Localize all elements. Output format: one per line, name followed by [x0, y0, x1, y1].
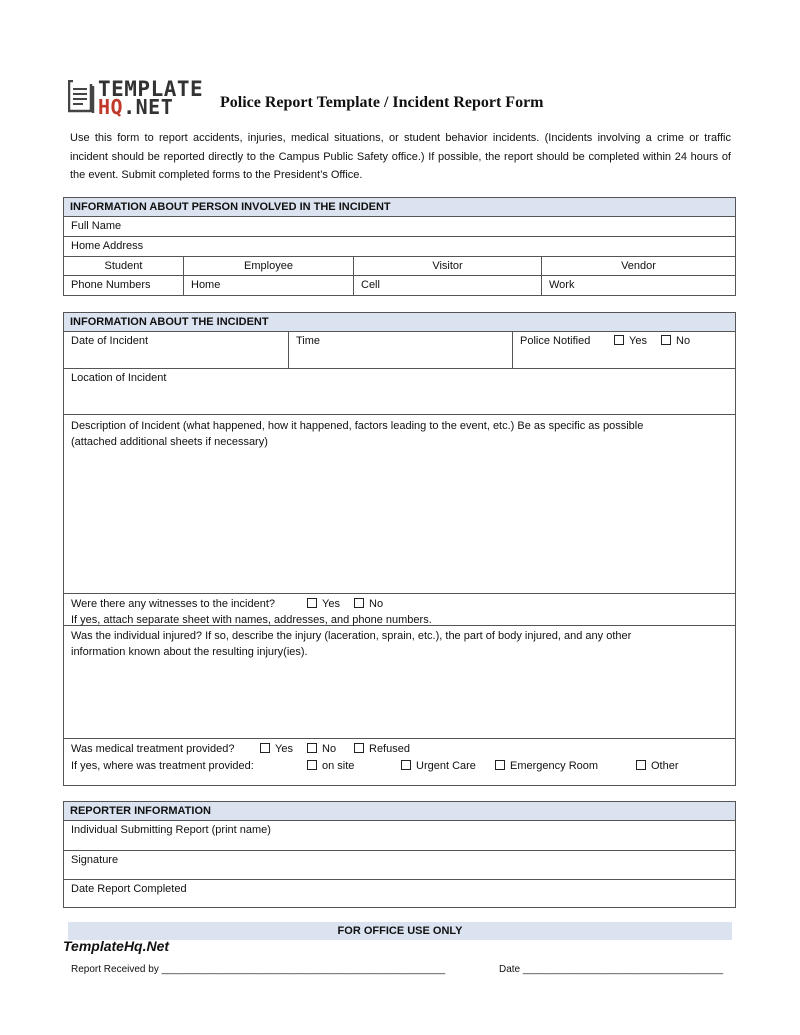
checkbox-icon[interactable]: [495, 760, 505, 770]
checkbox-icon[interactable]: [636, 760, 646, 770]
reporter-section: [63, 801, 736, 908]
injury-label: Was the individual injured? If so, describe the injury (laceration, sprain, etc.), the part of body injured, and any other information known about the resulting injury(ies).: [71, 630, 632, 658]
date-time-row: [64, 332, 735, 369]
phone-row: [64, 276, 735, 296]
time-field[interactable]: Time: [288, 332, 512, 368]
where-question: If yes, where was treatment provided:: [71, 760, 254, 772]
where-onsite-option[interactable]: on site: [307, 758, 354, 774]
page-title: Police Report Template / Incident Report Form: [220, 94, 544, 111]
location-label: Location of Incident: [71, 372, 167, 384]
document-logo-icon: [68, 80, 96, 114]
phone-home-field[interactable]: Home: [183, 276, 353, 296]
checkbox-icon[interactable]: [401, 760, 411, 770]
location-field[interactable]: [64, 369, 735, 415]
home-address-label: Home Address: [71, 240, 144, 252]
phone-cell-field[interactable]: Cell: [353, 276, 541, 296]
person-section: [63, 197, 736, 296]
type-student[interactable]: Student: [104, 260, 143, 272]
police-yes-option[interactable]: Yes: [614, 335, 647, 347]
medical-question: Was medical treatment provided?: [71, 743, 235, 755]
witness-yes-option[interactable]: Yes: [307, 596, 340, 612]
witnesses-note: If yes, attach separate sheet with names, addresses, and phone numbers.: [71, 614, 432, 626]
date-of-incident-field[interactable]: Date of Incident: [71, 335, 149, 347]
witness-no-option[interactable]: No: [354, 596, 383, 612]
police-notified-label: Police Notified: [520, 335, 591, 347]
treatment-row: [64, 739, 735, 787]
office-use-heading: FOR OFFICE USE ONLY: [68, 922, 732, 940]
logo-text-hqnet: HQ.NET: [98, 95, 174, 119]
submitter-field[interactable]: [64, 821, 735, 851]
incident-section: [63, 312, 736, 786]
person-section-heading: INFORMATION ABOUT PERSON INVOLVED IN THE INCIDENT: [64, 198, 735, 217]
checkbox-icon[interactable]: [307, 598, 317, 608]
intro-paragraph: Use this form to report accidents, injuries, medical situations, or student behavior incidents. (Incidents involving a crime or traffic incident should be reported directly to the Campus Public Safety office.) If possible, the report should be completed within 24 hours of the event. Submit completed forms to the President’s Office.: [70, 132, 731, 181]
checkbox-icon[interactable]: [307, 743, 317, 753]
phone-work-field[interactable]: Work: [541, 276, 735, 296]
templatehq-logo: [68, 77, 208, 119]
medical-refused-option[interactable]: Refused: [354, 741, 410, 757]
description-label: Description of Incident (what happened, how it happened, factors leading to the event, etc.) Be as specific as possible (attached additional sheets if necessary): [71, 420, 644, 448]
type-visitor[interactable]: Visitor: [353, 257, 541, 275]
witnesses-row: [64, 594, 735, 626]
type-employee[interactable]: Employee: [183, 257, 353, 275]
full-name-field[interactable]: [64, 217, 735, 237]
where-other-option[interactable]: Other: [636, 758, 679, 774]
submitter-label: Individual Submitting Report (print name): [71, 824, 271, 836]
medical-no-option[interactable]: No: [307, 741, 336, 757]
reporter-section-heading: REPORTER INFORMATION: [64, 802, 735, 821]
phone-label: Phone Numbers: [71, 279, 151, 291]
checkbox-icon[interactable]: [661, 335, 671, 345]
incident-section-heading: INFORMATION ABOUT THE INCIDENT: [64, 313, 735, 332]
police-notified-cell: [512, 332, 735, 368]
description-field[interactable]: [64, 415, 735, 594]
report-received-by-field[interactable]: Report Received by ___________________________________________________: [71, 964, 446, 975]
checkbox-icon[interactable]: [354, 743, 364, 753]
injury-field[interactable]: [64, 626, 735, 739]
checkbox-icon[interactable]: [307, 760, 317, 770]
date-completed-label: Date Report Completed: [71, 883, 187, 895]
where-urgent-care-option[interactable]: Urgent Care: [401, 758, 476, 774]
witnesses-question: Were there any witnesses to the incident?: [71, 598, 276, 610]
police-no-option[interactable]: No: [661, 335, 690, 347]
signature-label: Signature: [71, 854, 119, 866]
type-vendor[interactable]: Vendor: [541, 257, 735, 275]
date-completed-field[interactable]: [64, 880, 735, 909]
medical-yes-option[interactable]: Yes: [260, 741, 293, 757]
home-address-field[interactable]: [64, 237, 735, 257]
full-name-label: Full Name: [71, 220, 122, 232]
checkbox-icon[interactable]: [614, 335, 624, 345]
office-date-field[interactable]: Date ____________________________________: [499, 964, 724, 975]
checkbox-icon[interactable]: [354, 598, 364, 608]
footer-brand: TemplateHq.Net: [63, 938, 170, 954]
logo-text-template: TEMPLATE: [98, 77, 204, 101]
signature-field[interactable]: [64, 851, 735, 880]
where-emergency-room-option[interactable]: Emergency Room: [495, 758, 598, 774]
checkbox-icon[interactable]: [260, 743, 270, 753]
person-type-row: [64, 257, 735, 276]
